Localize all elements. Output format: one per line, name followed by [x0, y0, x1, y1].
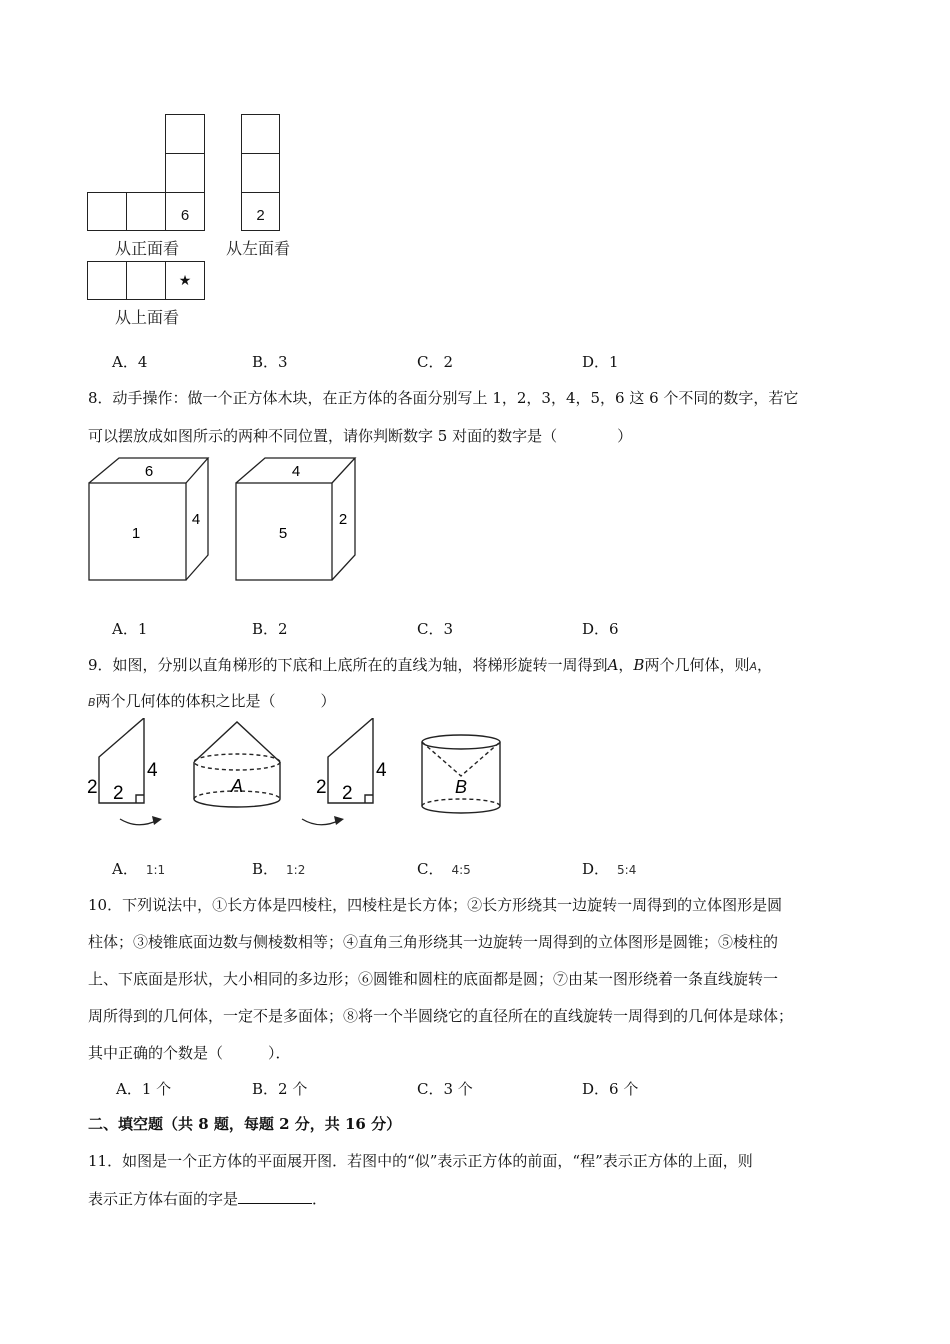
- trap2-bottom-label: 2: [342, 783, 353, 804]
- q9-option-d[interactable]: D． 5:4: [582, 860, 637, 878]
- trap1-bottom-label: 2: [113, 783, 124, 804]
- q8-option-c[interactable]: C．3: [417, 620, 454, 638]
- arrow-head-2: [334, 816, 344, 825]
- trap1-left-label: 2: [87, 777, 98, 798]
- q10-text-line3: 上、下底面是形状，大小相同的多边形；⑥圆锥和圆柱的底面都是圆；⑦由某一图形绕着一条直线旋转一: [88, 970, 779, 988]
- cube-1-front-label: 1: [131, 525, 141, 542]
- front-view-cell-labeled: 6: [165, 192, 205, 231]
- q10-text-line5: 其中正确的个数是（ ）．: [88, 1044, 291, 1062]
- left-view-cell-labeled: 2: [241, 192, 280, 231]
- trap1-right-label: 4: [147, 760, 158, 781]
- q10-option-a[interactable]: A．1 个: [116, 1080, 172, 1098]
- q9-option-a[interactable]: A． 1:1: [112, 860, 166, 878]
- trap2-left-label: 2: [316, 777, 327, 798]
- solid-a-label: A: [230, 776, 244, 796]
- top-view-cell: [87, 261, 127, 300]
- left-view-cell: [241, 153, 280, 193]
- q8-cubes-figure: [80, 452, 380, 587]
- q8-option-d[interactable]: D．6: [582, 620, 619, 638]
- cube-2-top-label: 4: [291, 463, 301, 480]
- arrow-head-1: [152, 816, 162, 825]
- q9-option-b[interactable]: B． 1:2: [252, 860, 306, 878]
- rotation-arrow-1: [120, 819, 158, 825]
- cube-2-front-label: 5: [278, 525, 288, 542]
- trap2-right-label: 4: [376, 760, 387, 781]
- q9-option-c[interactable]: C． 4:5: [417, 860, 471, 878]
- q10-option-c[interactable]: C．3 个: [417, 1080, 473, 1098]
- q7-option-a[interactable]: A．4: [112, 353, 148, 371]
- q8-option-a[interactable]: A．1: [112, 620, 148, 638]
- top-view-caption: 从上面看: [115, 308, 180, 327]
- front-view-cell: [87, 192, 127, 231]
- top-view-cell: [126, 261, 166, 300]
- cube-2-right-label: 2: [338, 511, 348, 528]
- q10-text-line4: 周所得到的几何体，一定不是多面体；⑧将一个半圆绕它的直径所在的直线旋转一周得到的几何体是球体；: [88, 1007, 794, 1025]
- q11-text-line1: 11．如图是一个正方体的平面展开图．若图中的“似”表示正方体的前面，“程”表示正方体的上面，则: [88, 1152, 753, 1170]
- q9-text-line2: B两个几何体的体积之比是（ ）: [88, 692, 336, 710]
- q9-text-line1: 9．如图，分别以直角梯形的下底和上底所在的直线为轴，将梯形旋转一周得到A，B两个几何体，则A，: [88, 656, 773, 674]
- q10-text-line1: 10．下列说法中，①长方体是四棱柱，四棱柱是长方体；②长方形绕其一边旋转一周得到的立体图形是圆: [88, 896, 783, 914]
- q9-figure: [80, 718, 520, 836]
- q7-option-c[interactable]: C．2: [417, 353, 454, 371]
- cube-1-right-label: 4: [191, 511, 201, 528]
- front-view-cell: [165, 153, 205, 193]
- left-view-cell: [241, 114, 280, 154]
- rotation-arrow-2: [302, 819, 340, 825]
- solid-b-label: B: [454, 777, 468, 797]
- q8-text-line1: 8．动手操作：做一个正方体木块，在正方体的各面分别写上 1，2，3，4，5，6 这 6 个不同的数字，若它: [88, 389, 799, 407]
- left-view-caption: 从左面看: [226, 239, 291, 258]
- solid-b: [422, 735, 500, 813]
- front-view-cell: [126, 192, 166, 231]
- front-view-cell: [165, 114, 205, 154]
- q10-text-line2: 柱体；③棱锥底面边数与侧棱数相等；④直角三角形绕其一边旋转一周得到的立体图形是圆锥；⑤棱柱的: [88, 933, 779, 951]
- q10-option-b[interactable]: B．2 个: [252, 1080, 308, 1098]
- q11-answer-blank[interactable]: [238, 1189, 312, 1204]
- front-view-caption: 从正面看: [115, 239, 180, 258]
- q11-text-line2: 表示正方体右面的字是 ．: [88, 1190, 328, 1208]
- q8-option-b[interactable]: B．2: [252, 620, 288, 638]
- q7-option-b[interactable]: B．3: [252, 353, 288, 371]
- q7-option-d[interactable]: D．1: [582, 353, 619, 371]
- cube-1-top-label: 6: [144, 463, 154, 480]
- q8-text-line2: 可以摆放成如图所示的两种不同位置，请你判断数字 5 对面的数字是（ ）: [88, 427, 633, 445]
- section-2-title: 二、填空题（共 8 题，每题 2 分，共 16 分）: [88, 1115, 402, 1133]
- top-view-cell-starred: ★: [165, 261, 205, 300]
- q10-option-d[interactable]: D．6 个: [582, 1080, 639, 1098]
